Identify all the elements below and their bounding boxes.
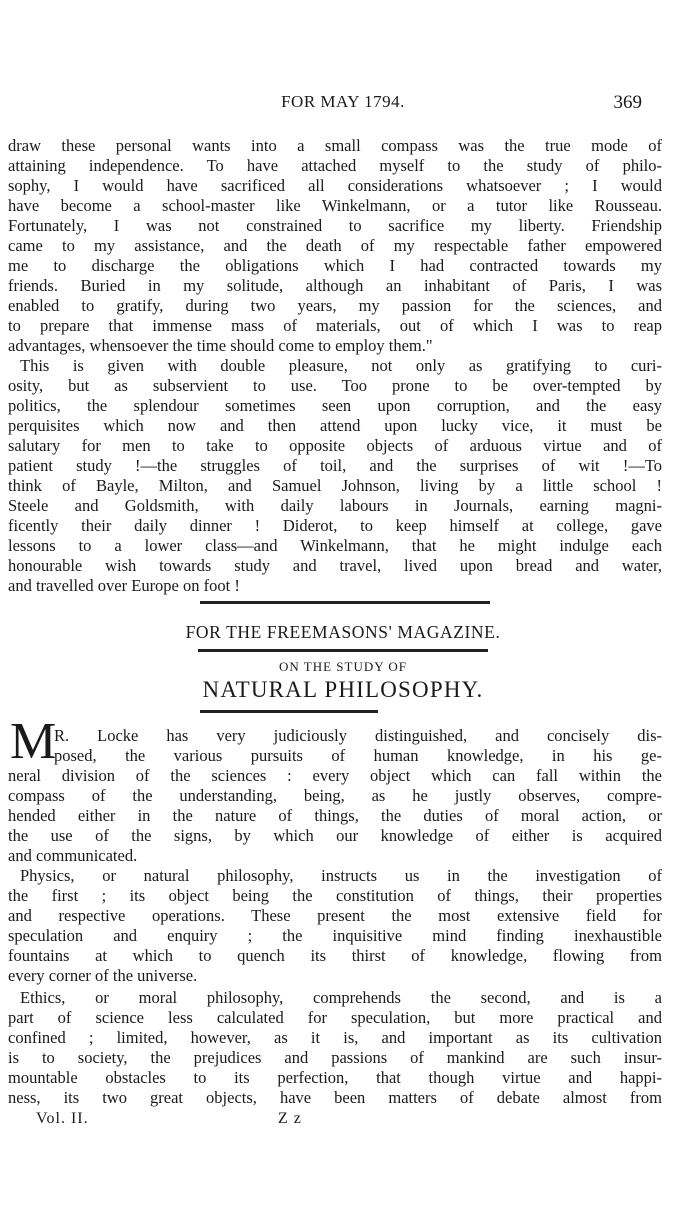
text-line: Physics, or natural philosophy, instructs us in the investigation of (20, 866, 662, 885)
page-footer (0, 1110, 686, 1132)
text-line: fountains at which to quench its thirst of knowledge, flowing from (8, 946, 662, 965)
text-line: lessons to a lower class—and Winkelmann, that he might indulge each (8, 536, 662, 555)
text-line: hended either in the nature of things, the duties of moral action, or (8, 806, 662, 825)
text-line: ness, its two great objects, have been matters of debate almost from (8, 1088, 662, 1107)
text-line: friends. Buried in my solitude, although an inhabitant of Paris, I was (8, 276, 662, 295)
text-line: honourable wish towards study and travel, lived upon bread and water, (8, 556, 662, 575)
text-line: politics, the splendour sometimes seen upon corruption, and the easy (8, 396, 662, 415)
text-line: enabled to gratify, during two years, my passion for the sciences, and (8, 296, 662, 315)
text-line: salutary for men to take to opposite objects of arduous virtue and of (8, 436, 662, 455)
text-line: This is given with double pleasure, not only as gratifying to curi- (20, 356, 662, 375)
signature-mark: Z z (278, 1110, 302, 1127)
section-divider (200, 601, 490, 604)
text-line: and travelled over Europe on foot ! (8, 576, 240, 595)
text-line: Steele and Goldsmith, with daily labours in Journals, earning magni- (8, 496, 662, 515)
running-title: FOR MAY 1794. (281, 92, 405, 111)
text-line: speculation and enquiry ; the inquisitive mind finding inexhaustible (8, 926, 662, 945)
text-line: the use of the signs, by which our knowledge of either is acquired (8, 826, 662, 845)
drop-cap: M (10, 713, 57, 770)
text-line: Ethics, or moral philosophy, comprehends the second, and is a (20, 988, 662, 1007)
text-line: part of science less calculated for speculation, but more practical and (8, 1008, 662, 1027)
text-line: ficently their daily dinner ! Diderot, to keep himself at college, gave (8, 516, 662, 535)
text-line: and respective operations. These present the most extensive field for (8, 906, 662, 925)
volume-mark: Vol. II. (36, 1110, 89, 1127)
article-title: NATURAL PHILOSOPHY. (202, 677, 484, 702)
text-line: advantages, whensoever the time should come to employ them." (8, 336, 433, 355)
text-line: and communicated. (8, 846, 138, 865)
title-rule (200, 710, 378, 713)
text-line: posed, the various pursuits of human knowledge, in his ge- (54, 746, 662, 765)
text-line: mountable obstacles to its perfection, that though virtue and happi- (8, 1068, 662, 1087)
text-line: R. Locke has very judiciously distinguished, and concisely dis- (54, 726, 662, 745)
text-line: sophy, I would have sacrificed all considerations whatsoever ; I would (8, 176, 662, 195)
text-line: every corner of the universe. (8, 966, 198, 985)
page-number: 369 (613, 92, 642, 113)
text-line: confined ; limited, however, as it is, and important as its cultivation (8, 1028, 662, 1047)
article-subheading: ON THE STUDY OF (278, 659, 408, 674)
section-heading: FOR THE FREEMASONS' MAGAZINE. (185, 622, 501, 642)
text-line: came to my assistance, and the death of my respectable father empowered (8, 236, 662, 255)
text-line: attaining independence. To have attached myself to the study of philo- (8, 156, 662, 175)
text-line: is to society, the prejudices and passions of mankind are such insur- (8, 1048, 662, 1067)
text-line: Fortunately, I was not constrained to sacrifice my liberty. Friendship (8, 216, 662, 235)
text-line: have become a school-master like Winkelmann, or a tutor like Rousseau. (8, 196, 662, 215)
heading-rule (198, 649, 488, 652)
text-line: osity, but as subservient to use. Too prone to be over-tempted by (8, 376, 662, 395)
text-line: perquisites which now and then attend upon lucky vice, it must be (8, 416, 662, 435)
text-line: patient study !—the struggles of toil, and the surprises of wit !—To (8, 456, 662, 475)
text-line: to prepare that immense mass of materials, out of which I was to reap (8, 316, 662, 335)
text-line: compass of the understanding, being, as he justly observes, compre- (8, 786, 662, 805)
text-line: neral division of the sciences : every object which can fall within the (8, 766, 662, 785)
text-line: draw these personal wants into a small compass was the true mode of (8, 136, 662, 155)
text-line: me to discharge the obligations which I had contracted towards my (8, 256, 662, 275)
text-line: the first ; its object being the constitution of things, their properties (8, 886, 662, 905)
text-line: think of Bayle, Milton, and Samuel Johnson, living by a little school ! (8, 476, 662, 495)
running-head (0, 92, 686, 116)
